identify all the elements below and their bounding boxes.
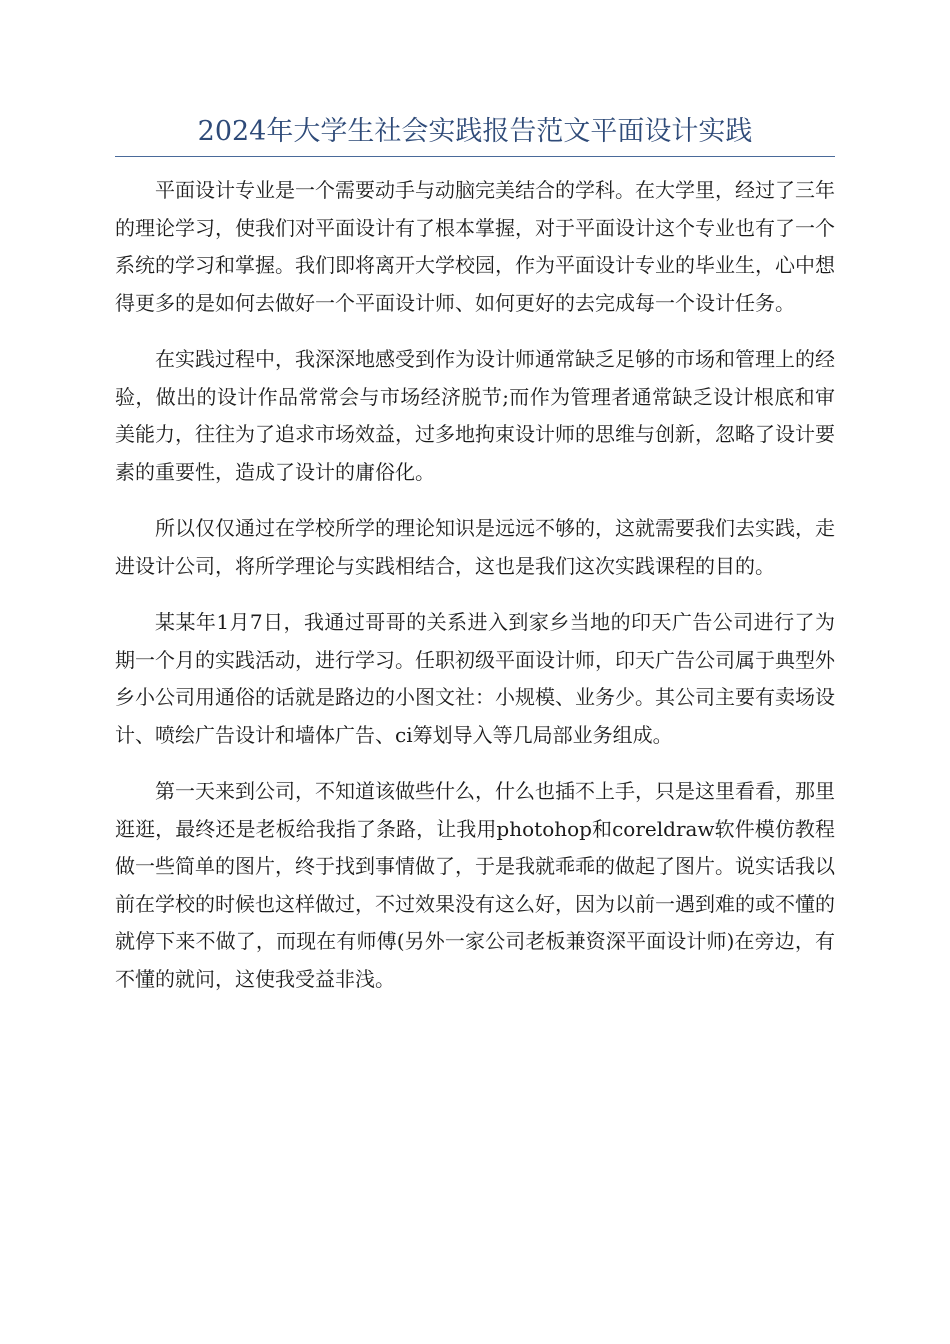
paragraph-5: 第一天来到公司，不知道该做些什么，什么也插不上手，只是这里看看，那里逛逛，最终还是老板给我指了条路，让我用photohop和coreldraw软件模仿教程做一些简单的图片，终于找到事情做了，于是我就乖乖的做起了图片。说实话我以前在学校的时候也这样做过，不过效果没有这么好，因为以前一遇到难的或不懂的就停下来不做了，而现在有师傅(另外一家公司老板兼资深平面设计师)在旁边，有不懂的就问，这使我受益非浅。 — [115, 779, 835, 991]
paragraph-1: 平面设计专业是一个需要动手与动脑完美结合的学科。在大学里，经过了三年的理论学习，使我们对平面设计有了根本掌握，对于平面设计这个专业也有了一个系统的学习和掌握。我们即将离开大学校园，作为平面设计专业的毕业生，心中想得更多的是如何去做好一个平面设计师、如何更好的去完成每一个设计任务。 — [115, 178, 835, 315]
document-body — [115, 172, 835, 1017]
paragraph-3: 所以仅仅通过在学校所学的理论知识是远远不够的，这就需要我们去实践，走进设计公司，将所学理论与实践相结合，这也是我们这次实践课程的目的。 — [115, 516, 835, 578]
paragraph-4: 某某年1月7日，我通过哥哥的关系进入到家乡当地的印天广告公司进行了为期一个月的实践活动，进行学习。任职初级平面设计师，印天广告公司属于典型外乡小公司用通俗的话就是路边的小图文社：小规模、业务少。其公司主要有卖场设计、喷绘广告设计和墙体广告、ci筹划导入等几局部业务组成。 — [115, 610, 835, 747]
document-title: 2024年大学生社会实践报告范文平面设计实践 — [197, 116, 753, 147]
title-block — [115, 112, 835, 157]
paragraph-2: 在实践过程中，我深深地感受到作为设计师通常缺乏足够的市场和管理上的经验，做出的设计作品常常会与市场经济脱节;而作为管理者通常缺乏设计根底和审美能力，往往为了追求市场效益，过多地拘束设计师的思维与创新，忽略了设计要素的重要性，造成了设计的庸俗化。 — [115, 347, 835, 484]
